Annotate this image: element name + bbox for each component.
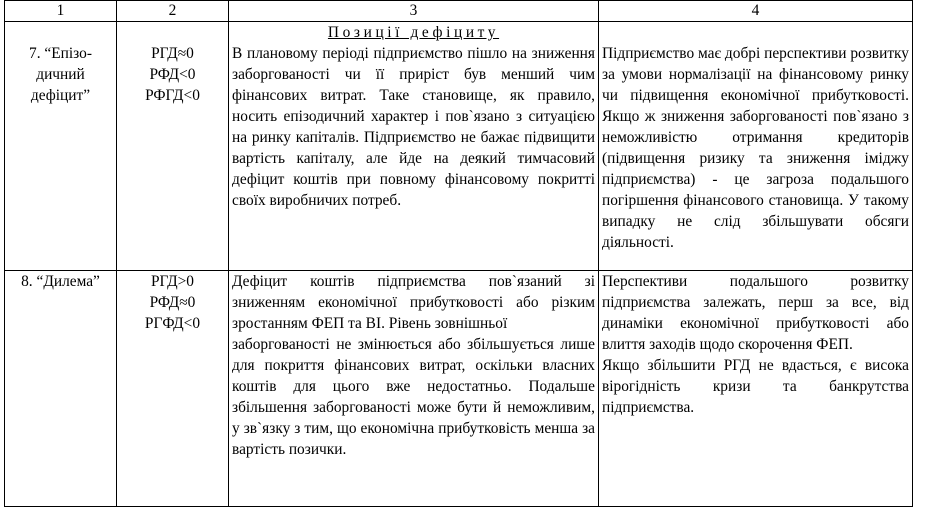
table-row [5, 271, 913, 507]
header-col-2: 2 [117, 1, 229, 22]
indicators-cell [117, 22, 229, 271]
indicator: РФГД<0 [145, 87, 200, 104]
prospects-text-continued: Якщо збільшити РГД не вдасться, є висока вірогідність кризи та банкрутства підприємства. [602, 357, 909, 416]
indicators-cell [117, 271, 229, 507]
prospects-text: Підприємство має добрі перспективи розвитку за умови нормалізації на фінансовому ринку чи підвищення економічної прибутковості. Якщо ж зниження заборгованості пов`язано з неможливістю отримання кредиторів (підвищення ризику та зниження іміджу підприємства) - це загроза подальшого погіршення фінансового становища. У такому випадку не слід збільшувати обсяги діяльності. [602, 45, 909, 251]
header-col-3: 3 [229, 1, 599, 22]
position-cell [5, 271, 117, 507]
section-title: Позиції дефіциту [327, 24, 500, 41]
indicator: РГД≈0 [151, 45, 194, 62]
header-col-1: 1 [5, 1, 117, 22]
prospects-cell [599, 271, 913, 507]
header-col-4: 4 [599, 1, 913, 22]
position-line: дефіцит” [30, 87, 91, 104]
description-text-continued: заборгованості не змінюється або збільшується лише для покриття фінансових витрат, оскільки власних коштів для цього вже недостатньо. Подальше збільшення заборгованості може бути й неможливим, у зв`язку з тим, що економічна прибутковість менша за вартість позички. [232, 336, 595, 458]
indicator: РФД≈0 [149, 294, 196, 311]
header-row [5, 1, 913, 22]
positions-table [4, 0, 913, 507]
prospects-cell [599, 22, 913, 271]
table-row [5, 22, 913, 271]
position-line: 7. “Епізо- [29, 45, 92, 62]
indicator: РФД<0 [149, 66, 196, 83]
prospects-text: Перспективи подальшого розвитку підприємства залежать, перш за все, від динаміки економічної прибутковості або влиття заходів щодо скорочення ФЕП. [602, 273, 909, 353]
position-line: дичний [36, 66, 85, 83]
indicator: РГФД<0 [144, 315, 201, 332]
description-text: В плановому періоді підприємство пішло на зниження заборгованості чи її приріст був менший чим фінансових витрат. Таке становище, як правило, носить епізодичний характер і пов`язано з ситуацією на ринку капіталів. Підприємство не бажає підвищити вартість капіталу, але йде на деякий тимчасовий дефіцит коштів при повному фінансовому покритті своїх виробничих потреб. [232, 45, 595, 209]
description-cell [229, 22, 599, 271]
position-label: 8. “Дилема” [21, 273, 100, 290]
description-cell [229, 271, 599, 507]
indicator: РГД>0 [151, 273, 194, 290]
position-cell [5, 22, 117, 271]
description-text: Дефіцит коштів підприємства пов`язаний зі зниженням економічної прибутковості або різким зростанням ФЕП та ВІ. Рівень зовнішньої [232, 273, 595, 332]
